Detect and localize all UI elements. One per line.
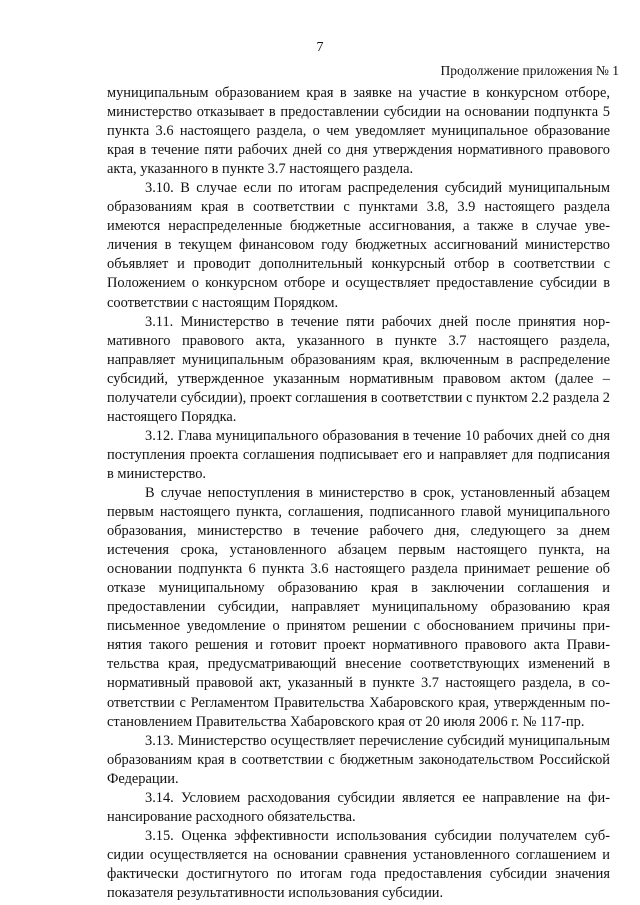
paragraph-3-13: 3.13. Министерство осуществляет перечисление субсидий муниципальным образованиям края в соответствии с бюджетным законодательством Российской Федерации. [107, 732, 610, 787]
continuation-note: Продолжение приложения № 1 [440, 63, 619, 78]
paragraph-3-12-second: В случае непоступления в министерство в срок, установленный абзацем первым настоящего пункта, соглашения, подписанного главой муниципального образования, министерство в течение рабочего дня, следующего за днем истечения срока, установленного абзацем первым настоящего пункта, на основании подпункта 6 пункта 3.6 настоящего раздела принимает решение об отказе муниципальному образованию края в заключении соглашения и предоставлении субсидии, направляет муниципальному образованию края письменное уведомление о принятом решении с обоснованием причины принятия такого решения и готовит проект нормативного правового акта Правительства края, предусматривающий внесение соответствующих изменений в нормативный правовой акт, указанный в пункте 3.7 настоящего раздела, в соответствии с Регламентом Правительства Хабаровского края, утвержденным постановлением Правительства Хабаровского края от 20 июля 2006 г. № 117-пр. [107, 484, 610, 730]
paragraph-3-10: 3.10. В случае если по итогам распределения субсидий муниципальным образованиям края в соответствии с пунктами 3.8, 3.9 настоящего раздела имеются нераспределенные бюджетные ассигнования, а также в случае увеличения в текущем финансовом году бюджетных ассигнований министерство объявляет и проводит дополнительный конкурсный отбор в соответствии с Положением о конкурсном отборе и осуществляет предоставление субсидии в соответствии с настоящим Порядком. [107, 180, 610, 311]
body-text [107, 84, 610, 903]
paragraph-3-14: 3.14. Условием расходования субсидии является ее направление на финансирование расходного обязательства. [107, 789, 610, 825]
paragraph-3-15: 3.15. Оценка эффективности использования субсидии получателем субсидии осуществляется на основании сравнения установленного соглашением и фактически достигнутого по итогам года предоставления субсидии значения показателя результативности использования субсидии. [107, 827, 610, 901]
paragraph-3-12: 3.12. Глава муниципального образования в течение 10 рабочих дней со дня поступления проекта соглашения подписывает его и направляет для подписания в министерство. [107, 427, 610, 482]
paragraph-continuation: муниципальным образованием края в заявке на участие в конкурсном отборе, министерство отказывает в предоставлении субсидии на основании подпункта 5 пункта 3.6 настоящего раздела, о чем уведомляет муниципальное образование края в течение пяти рабочих дней со дня утверждения нормативного правового акта, указанного в пункте 3.7 настоящего раздела. [107, 85, 610, 178]
page-number: 7 [316, 40, 324, 55]
paragraph-3-11: 3.11. Министерство в течение пяти рабочих дней после принятия нормативного правового акта, указанного в пункте 3.7 настоящего раздела, направляет муниципальным образованиям края, включенным в распределение субсидий, утвержденное указанным нормативным правовом актом (далее – получатели субсидии), проект соглашения в соответствии с пунктом 2.2 раздела 2 настоящего Порядка. [107, 313, 610, 425]
